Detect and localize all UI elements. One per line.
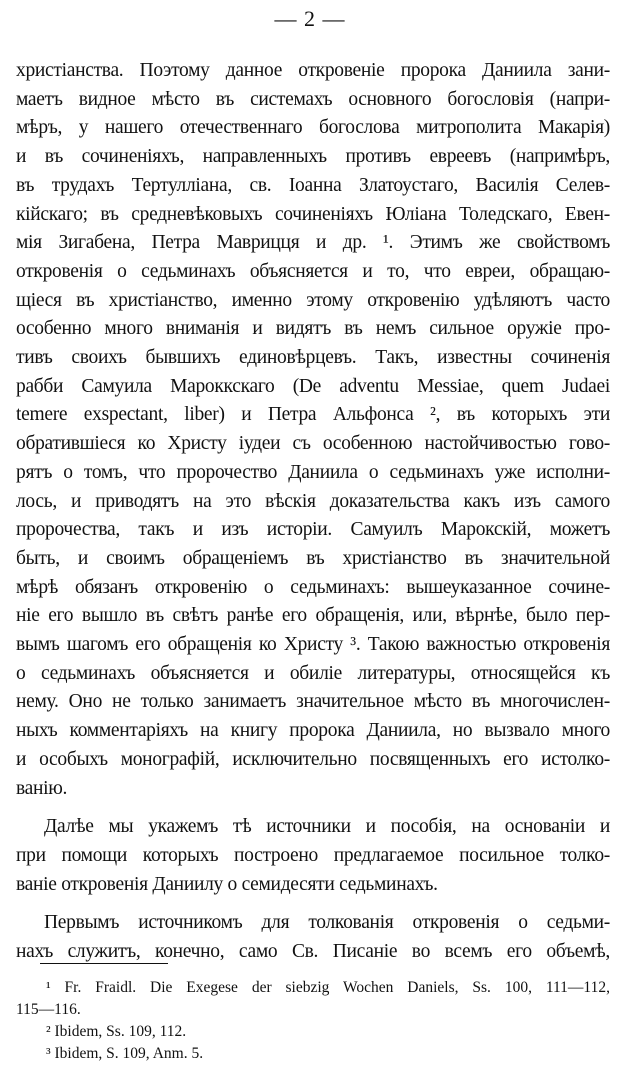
text-line: и въ сочиненіяхъ, направленныхъ противъ евреевъ (напримѣръ, <box>16 146 610 168</box>
footnote-3: ³ Ibidem, S. 109, Anm. 5. <box>46 1045 204 1062</box>
text-line: при помощи которыхъ построено предлагаемое посильное толко- <box>16 844 610 866</box>
text-line: маетъ видное мѣсто въ системахъ основного богословія (напри- <box>16 88 610 110</box>
text-line: откровенія о седьминахъ объясняется и то, что евреи, обращаю- <box>16 260 610 282</box>
text-line: въ трудахъ Тертулліана, св. Іоанна Златоустаго, Василія Селев- <box>16 174 610 196</box>
text-line: кійскаго; въ средневѣковыхъ сочиненіяхъ Юліана Толедскаго, Евен- <box>16 203 610 225</box>
footnote-1: ¹ Fr. Fraidl. Die Exegese der siebzig Wochen Daniels, Ss. 100, 111—112, <box>46 979 610 996</box>
text-line: temere exspectant, liber) и Петра Альфонса ², въ которыхъ эти <box>16 404 610 426</box>
text-line: ныхъ комментаріяхъ на книгу пророка Даниила, но вызвало много <box>16 720 610 742</box>
text-line: особенно много вниманія и видятъ въ немъ сильное оружіе про- <box>16 318 610 340</box>
page-number: — 2 — <box>274 6 346 31</box>
text-line: мѣръ, у нашего отечественнаго богослова митрополита Макарія) <box>16 117 610 139</box>
footnote-2: ² Ibidem, Ss. 109, 112. <box>46 1023 187 1040</box>
text-line: нахъ служитъ, конечно, само Св. Писаніе во всемъ его объемѣ, <box>16 941 610 963</box>
footnotes <box>16 977 610 1065</box>
text-line: вымъ шагомъ его обращенія ко Христу ³. Такою важностью откровенія <box>16 634 610 656</box>
text-line: нему. Оно не только занимаетъ значительное мѣсто въ многочислен- <box>16 691 610 713</box>
text-line: пророчества, такъ и изъ исторіи. Самуилъ Марокскій, можетъ <box>16 519 610 541</box>
text-line: ніе его вышло въ свѣтъ ранѣе его обращенія, или, вѣрнѣе, было пер- <box>16 605 610 627</box>
text-line: ванію. <box>16 777 68 799</box>
main-text <box>16 57 610 967</box>
text-line: мѣрѣ обязанъ откровенію о седьминахъ: вышеуказанное сочине- <box>16 576 610 598</box>
text-line: и особыхъ монографій, исключительно посвященныхъ его истолко- <box>16 748 610 770</box>
footnote-divider <box>40 963 168 964</box>
text-line: быть, и своимъ обращеніемъ въ христіанство въ значительной <box>16 547 610 569</box>
text-line: о седьминахъ объясняется и обиліе литературы, относящейся къ <box>16 662 610 684</box>
text-line: обратившіеся ко Христу іудеи съ особенною настойчивостью гово- <box>16 433 610 455</box>
paragraph-first-line: Первымъ источникомъ для толкованія откровенія о седьми- <box>44 912 610 934</box>
text-line: ваніе откровенія Даниилу о семидесяти седьминахъ. <box>16 873 438 895</box>
footnote-1-continuation: 115—116. <box>16 1001 81 1018</box>
text-line: христіанства. Поэтому данное откровеніе пророка Даниила зани- <box>16 60 610 81</box>
text-line: рабби Самуила Мароккскаго (De adventu Messiae, quem Judaei <box>16 375 610 397</box>
text-line: лось, и приводятъ на это вѣскія доказательства какъ изъ самого <box>16 490 610 512</box>
text-line: рятъ о томъ, что пророчество Даниила о седьминахъ уже исполни- <box>16 461 610 483</box>
text-line: тивъ своихъ бывшихъ единовѣрцевъ. Такъ, известны сочиненія <box>16 347 610 369</box>
paragraph-first-line: Далѣе мы укажемъ тѣ источники и пособія, на основаніи и <box>44 816 610 838</box>
text-line: мія Зигабена, Петра Маврицця и др. ¹. Этимъ же свойствомъ <box>16 232 610 254</box>
text-line: щіеся въ христіанство, именно этому откровенію удѣляютъ часто <box>16 289 610 311</box>
